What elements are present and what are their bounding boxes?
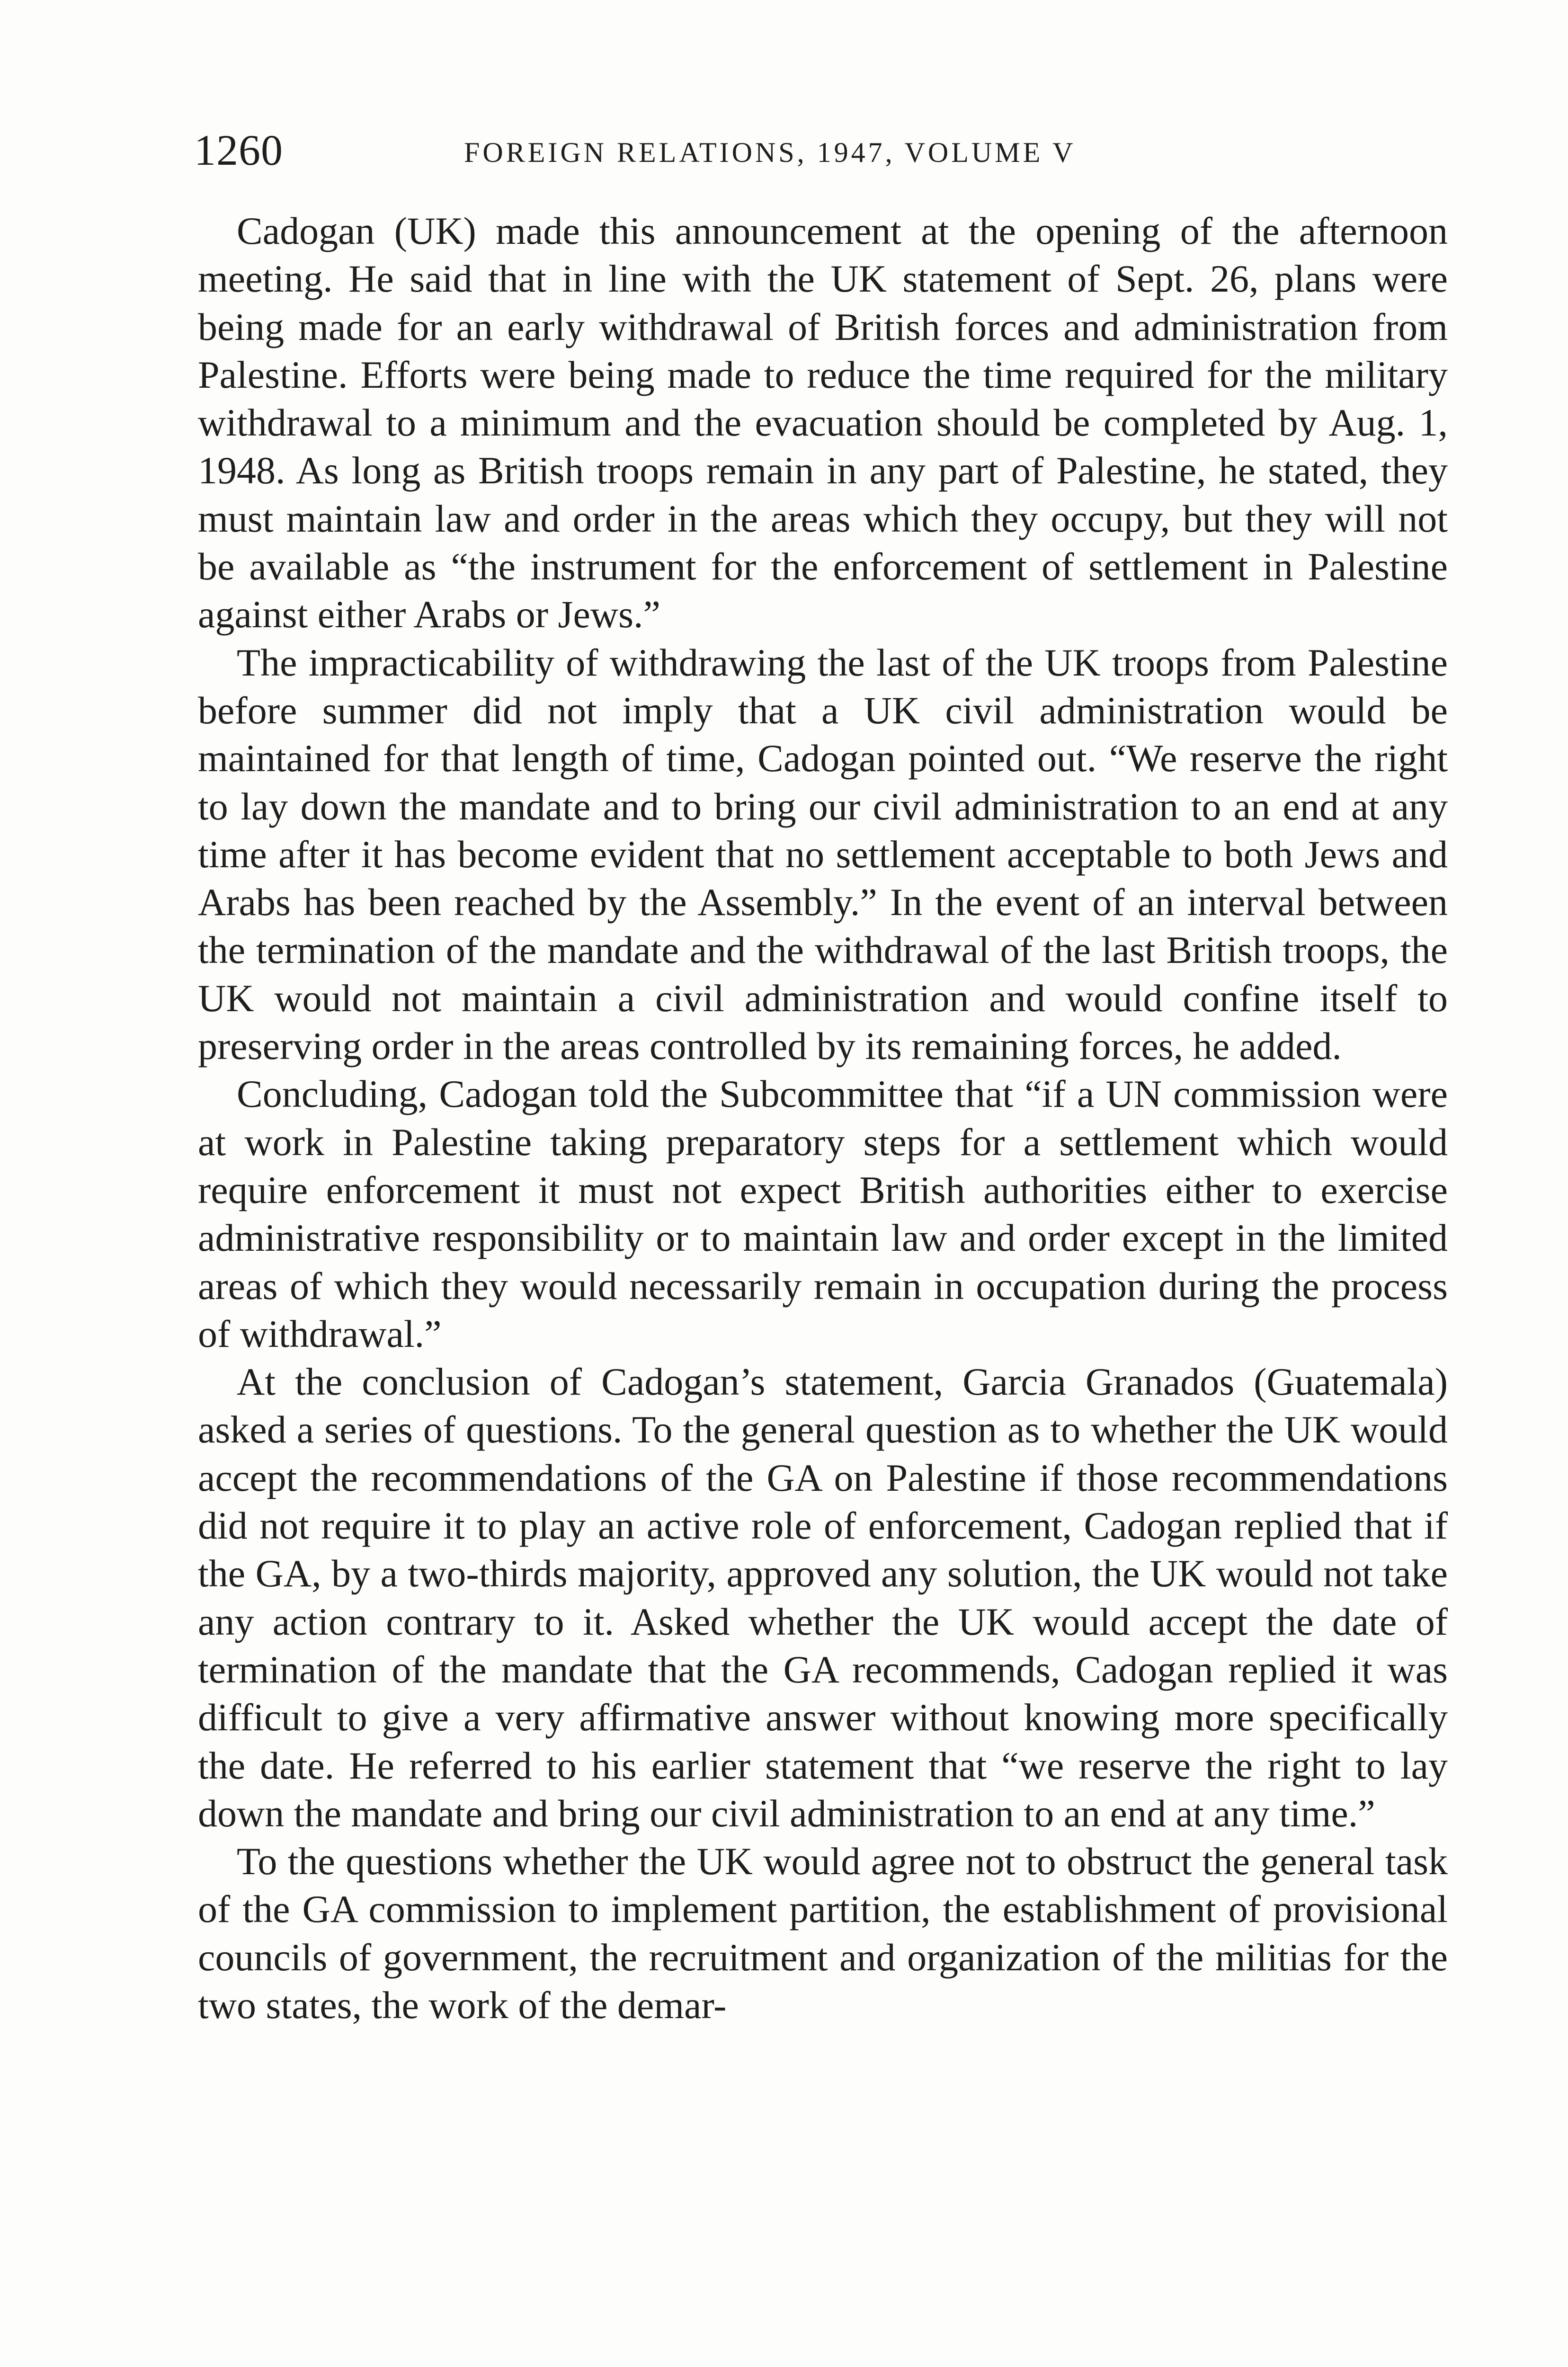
paragraph-5: To the questions whether the UK would agree not to obstruct the general task of the GA commission to implement partition, the establishment of provisional councils of government, the recruitment and organization of the militias for the two states, the work of the demar- [198,1840,1448,2027]
body-text [198,207,1448,2029]
page-header [194,124,1179,176]
paragraph-4: At the conclusion of Cadogan’s statement, Garcia Granados (Guatemala) asked a series of questions. To the general question as to whether the UK would accept the recommendations of the GA on Palestine if those recommendations did not require it to play an active role of enforcement, Cadogan replied that if the GA, by a two-thirds majority, approved any solution, the UK would not take any action contrary to it. Asked whether the UK would accept the date of termination of the mandate that the GA recommends, Cadogan replied it was difficult to give a very affirmative answer without knowing more specifically the date. He referred to his earlier statement that “we reserve the right to lay down the mandate and bring our civil administration to an end at any time.” [198,1360,1448,1835]
paragraph-3: Concluding, Cadogan told the Subcommittee that “if a UN commission were at work in Palestine taking preparatory steps for a settlement which would require enforcement it must not expect British authorities either to exercise administrative responsibility or to maintain law and order except in the limited areas of which they would necessarily remain in occupation during the process of withdrawal.” [198,1072,1448,1355]
paragraph-1: Cadogan (UK) made this announcement at the opening of the afternoon meeting. He said that in line with the UK statement of Sept. 26, plans were being made for an early withdrawal of British forces and administration from Palestine. Efforts were being made to reduce the time required for the military withdrawal to a minimum and the evacuation should be completed by Aug. 1, 1948. As long as British troops remain in any part of Palestine, he stated, they must maintain law and order in the areas which they occupy, but they will not be available as “the instrument for the enforcement of settlement in Palestine against either Arabs or Jews.” [198,209,1448,636]
paragraph-2: The impracticability of withdrawing the last of the UK troops from Palestine before summer did not imply that a UK civil administration would be maintained for that length of time, Cadogan pointed out. “We reserve the right to lay down the mandate and to bring our civil administration to an end at any time after it has become evident that no settlement acceptable to both Jews and Arabs has been reached by the Assembly.” In the event of an interval between the termination of the mandate and the withdrawal of the last British troops, the UK would not maintain a civil administration and would confine itself to preserving order in the areas controlled by its remaining forces, he added. [198,641,1448,1068]
running-head: FOREIGN RELATIONS, 1947, VOLUME V [464,137,1076,168]
page-number: 1260 [194,126,283,174]
